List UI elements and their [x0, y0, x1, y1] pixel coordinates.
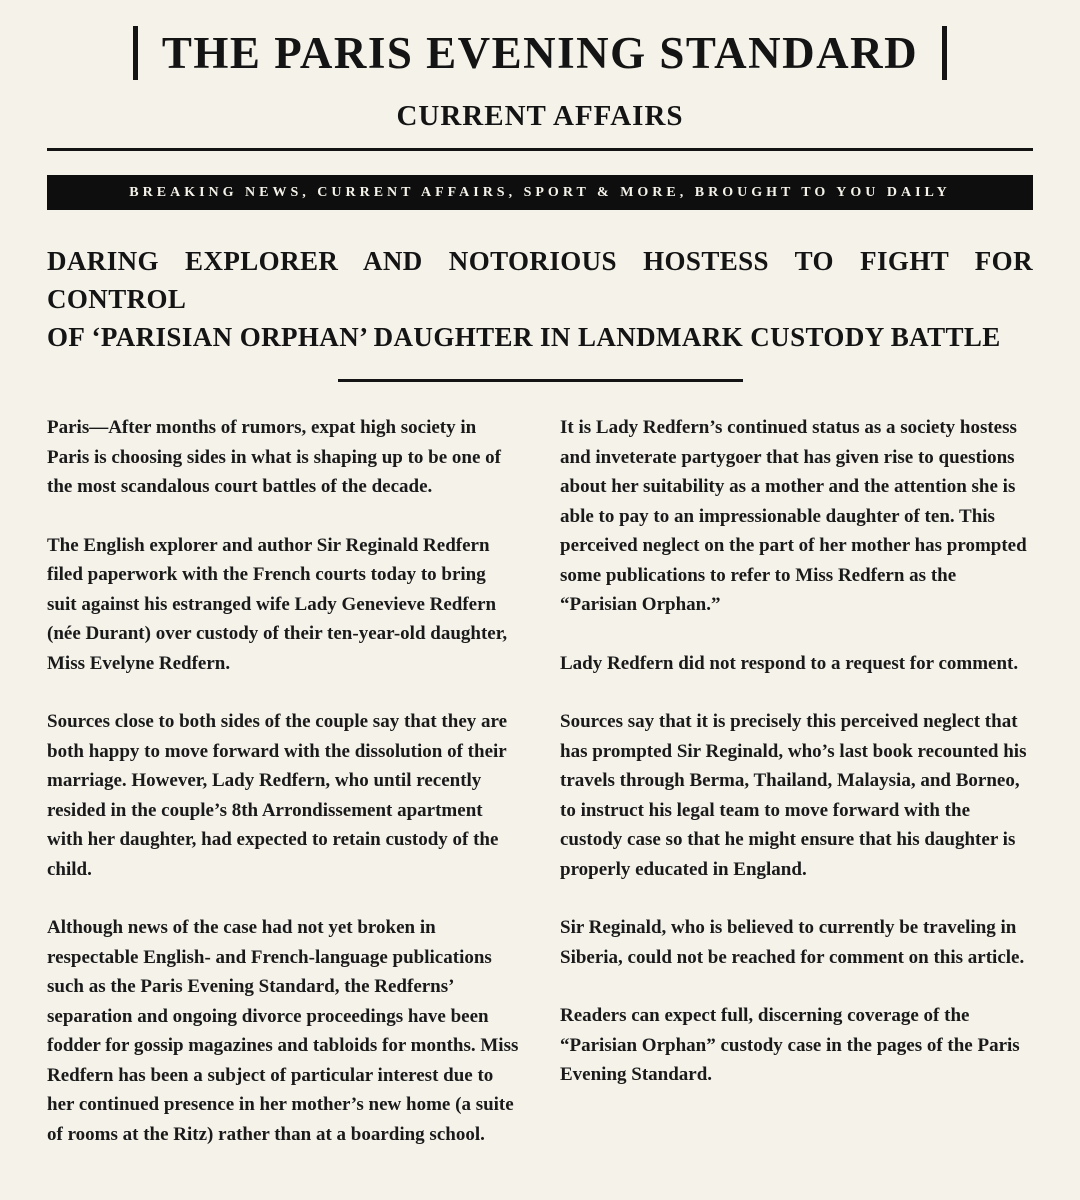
breaking-news-banner: BREAKING NEWS, CURRENT AFFAIRS, SPORT & MORE, BROUGHT TO YOU DAILY — [47, 175, 1033, 210]
masthead — [47, 26, 1033, 210]
article-paragraph: Readers can expect full, discerning coverage of the “Parisian Orphan” custody case in the pages of the Paris Evening Standard. — [560, 1005, 1020, 1085]
article-column-right — [560, 413, 1033, 1149]
article-headline — [47, 242, 1033, 356]
section-title: CURRENT AFFAIRS — [396, 100, 684, 132]
masthead-right-bar — [942, 26, 947, 80]
article-paragraph: Paris—After months of rumors, expat high society in Paris is choosing sides in what is shaping up to be one of the most scandalous court battles of the decade. — [47, 417, 501, 497]
masthead-rule — [47, 148, 1033, 151]
article-paragraph: Sir Reginald, who is believed to currently be traveling in Siberia, could not be reached for comment on this article. — [560, 917, 1025, 968]
headline-line-2: OF ‘PARISIAN ORPHAN’ DAUGHTER IN LANDMARK CUSTODY BATTLE — [47, 322, 1001, 352]
article-paragraph: The English explorer and author Sir Reginald Redfern filed paperwork with the French courts today to bring suit against his estranged wife Lady Genevieve Redfern (née Durant) over custody of their ten-year-old daughter, Miss Evelyne Redfern. — [47, 534, 508, 674]
article-paragraph: Although news of the case had not yet broken in respectable English- and French-language publications such as the Paris Evening Standard, the Redferns’ separation and ongoing divorce proceedings have been fodder for gossip magazines and tabloids for months. Miss Redfern has been a subject of particular interest due to her continued presence in her mother’s new home (a suite of rooms at the Ritz) rather than at a boarding school. — [47, 917, 519, 1145]
article-paragraph: Sources say that it is precisely this perceived neglect that has prompted Sir Reginald, who’s last book recounted his travels through Berma, Thailand, Malaysia, and Borneo, to instruct his legal team to move forward with the custody case so that he might ensure that his daughter is properly educated in England. — [560, 711, 1027, 880]
article-paragraph: Lady Redfern did not respond to a request for comment. — [560, 652, 1019, 674]
masthead-left-bar — [133, 26, 138, 80]
headline-line-1: DARING EXPLORER AND NOTORIOUS HOSTESS TO FIGHT FOR CONTROL — [47, 246, 1033, 314]
article — [47, 242, 1033, 1149]
article-paragraph: Sources close to both sides of the couple say that they are both happy to move forward with the dissolution of their marriage. However, Lady Redfern, who until recently resided in the couple’s 8th Arrondissement apartment with her daughter, had expected to retain custody of the child. — [47, 711, 508, 880]
newspaper-title: THE PARIS EVENING STANDARD — [161, 28, 919, 78]
masthead-title-row — [47, 26, 1033, 80]
article-columns — [47, 413, 1033, 1149]
headline-divider — [338, 379, 743, 382]
article-column-left — [47, 413, 520, 1149]
article-paragraph: It is Lady Redfern’s continued status as a society hostess and inveterate partygoer that has given rise to questions about her suitability as a mother and the attention she is able to pay to an impressionable daughter of ten. This perceived neglect on the part of her mother has prompted some publications to refer to Miss Redfern as the “Parisian Orphan.” — [560, 417, 1027, 615]
